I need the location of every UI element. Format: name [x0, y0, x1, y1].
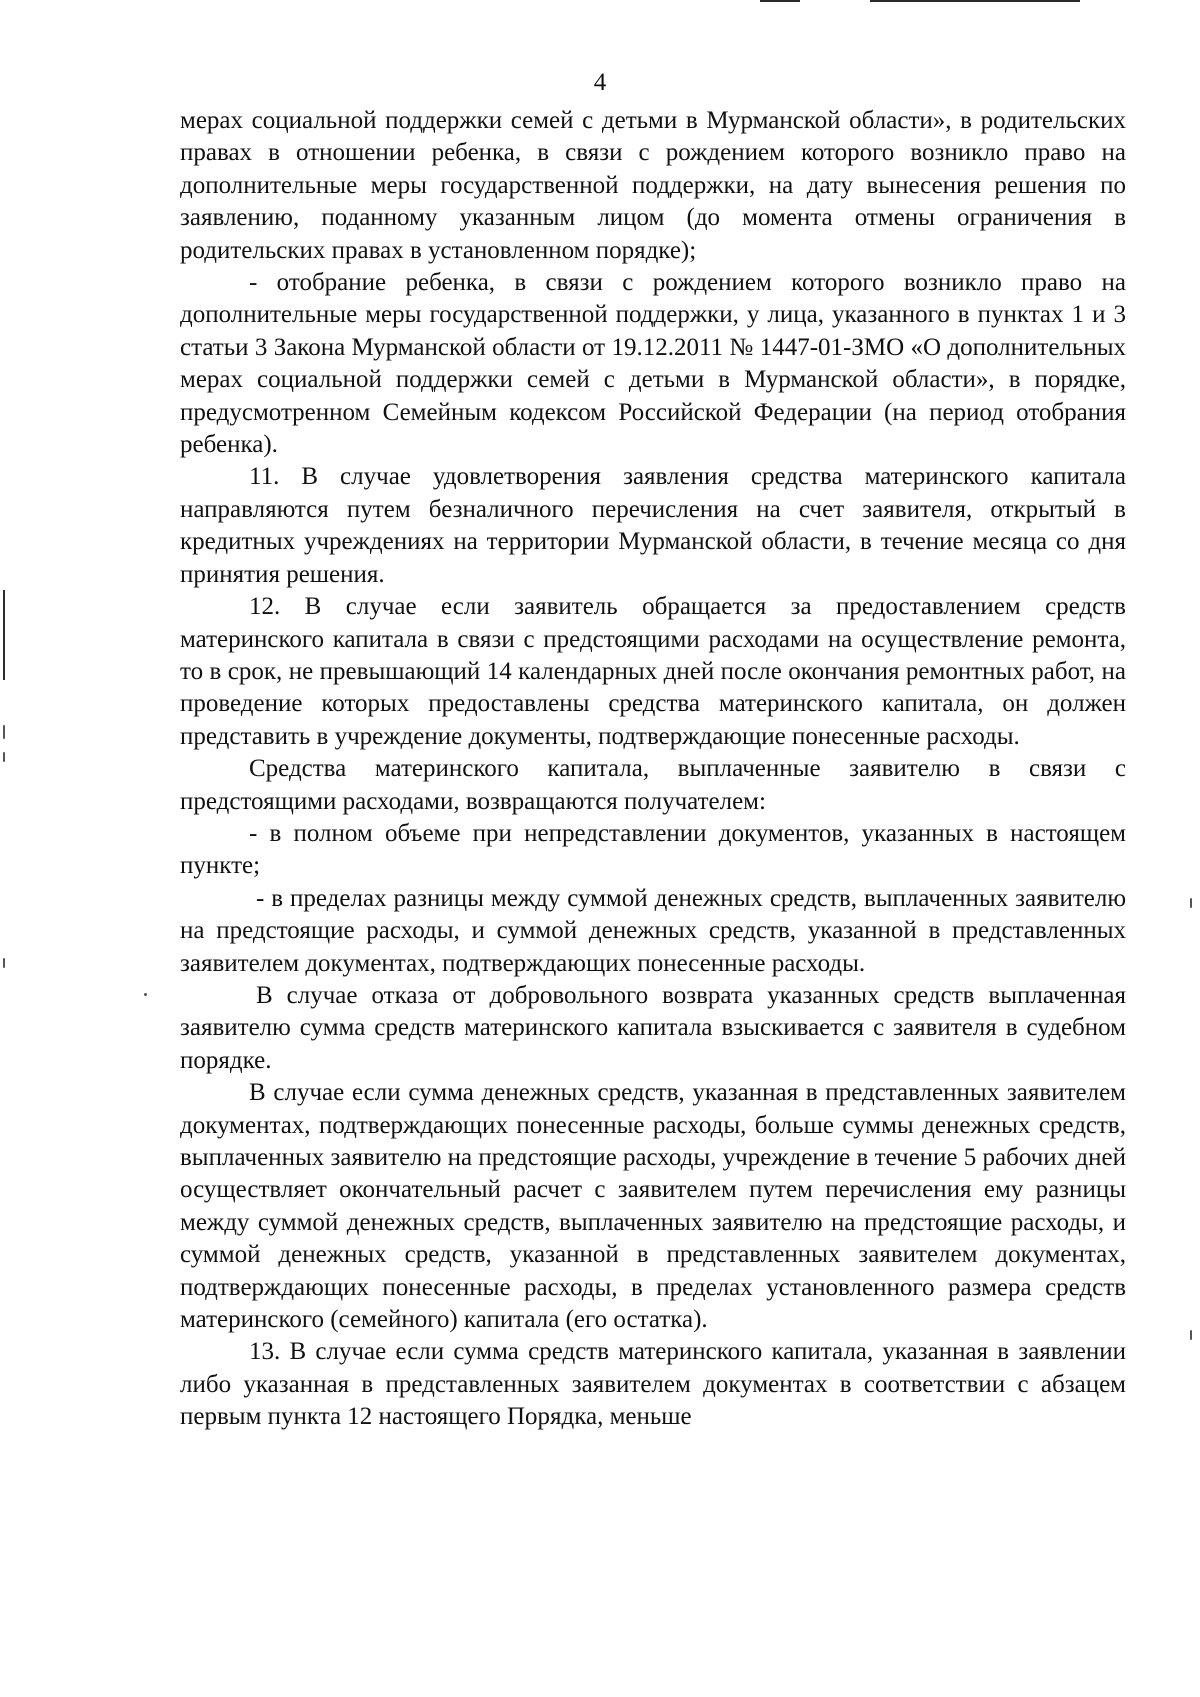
paragraph: В случае если сумма денежных средств, указанная в представленных заявителем документах, подтверждающих понесенные расходы, больше суммы денежных средств, выплаченных заявителю на предстоящие расходы, учреждение в течение 5 рабочих дней осуществляет окончательный расчет с заявителем путем перечисления ему разницы между суммой денежных средств, выплаченных заявителю на предстоящие расходы, и суммой денежных средств, указанной в представленных заявителем документах, подтверждающих понесенные расходы, в пределах установленного размера средств материнского (семейного) капитала (его остатка).: [180, 1079, 1126, 1334]
scan-edge-left: [3, 590, 5, 680]
scan-edge-top: [870, 0, 1080, 2]
paragraph: мерах социальной поддержки семей с детьми в Мурманской области», в родительских правах в отношении ребенка, в связи с рождением которого возникло право на дополнительные меры государственной поддержки, на дату вынесения решения по заявлению, поданному указанным лицом (до момента отмены ограничения в родительских правах в установленном порядке);: [180, 107, 1126, 264]
scan-dot: [144, 993, 147, 996]
paragraph: - в полном объеме при непредставлении документов, указанных в настоящем пункте;: [180, 819, 1126, 880]
scan-mark: [3, 725, 5, 739]
paragraph: Средства материнского капитала, выплаченные заявителю в связи с предстоящими расходами, возвращаются получателем:: [180, 755, 1126, 815]
paragraph: В случае отказа от добровольного возврата указанных средств выплаченная заявителю сумма средств материнского капитала взыскивается с заявителя в судебном порядке.: [180, 981, 1126, 1074]
paragraph: 11. В случае удовлетворения заявления средства материнского капитала направляются путем безналичного перечисления на счет заявителя, открытый в кредитных учреждениях на территории Мурманской области, в течение месяца со дня принятия решения.: [180, 463, 1126, 588]
scan-edge-top: [760, 0, 800, 2]
scan-mark: [1190, 1330, 1192, 1340]
paragraph: 12. В случае если заявитель обращается за предоставлением средств материнского капитала в связи с предстоящими расходами на осуществление ремонта, то в срок, не превышающий 14 календарных дней после окончания ремонтных работ, на проведение которых предоставлены средства материнского капитала, он должен представить в учреждение документы, подтверждающие понесенные расходы.: [180, 593, 1126, 750]
paragraph: - отобрание ребенка, в связи с рождением которого возникло право на дополнительные меры государственной поддержки, у лица, указанного в пунктах 1 и 3 статьи 3 Закона Мурманской области от 19.12.2011 № 1447-01-ЗМО «О дополнительных мерах социальной поддержки семей с детьми в Мурманской области», в порядке, предусмотренном Семейным кодексом Российской Федерации (на период отобрания ребенка).: [180, 269, 1126, 459]
paragraph: 13. В случае если сумма средств материнского капитала, указанная в заявлении либо указанная в представленных заявителем документах в соответствии с абзацем первым пункта 12 настоящего Порядка, меньше: [180, 1338, 1126, 1431]
page-number: 4: [593, 69, 607, 96]
document-body: [180, 105, 1126, 1434]
scan-mark: [1190, 898, 1192, 908]
paragraph: - в пределах разницы между суммой денежных средств, выплаченных заявителю на предстоящие расходы, и суммой денежных средств, указанной в представленных заявителем документах, подтверждающих понесенные расходы.: [180, 884, 1126, 977]
scan-mark: [3, 958, 5, 968]
scan-mark: [3, 752, 5, 762]
